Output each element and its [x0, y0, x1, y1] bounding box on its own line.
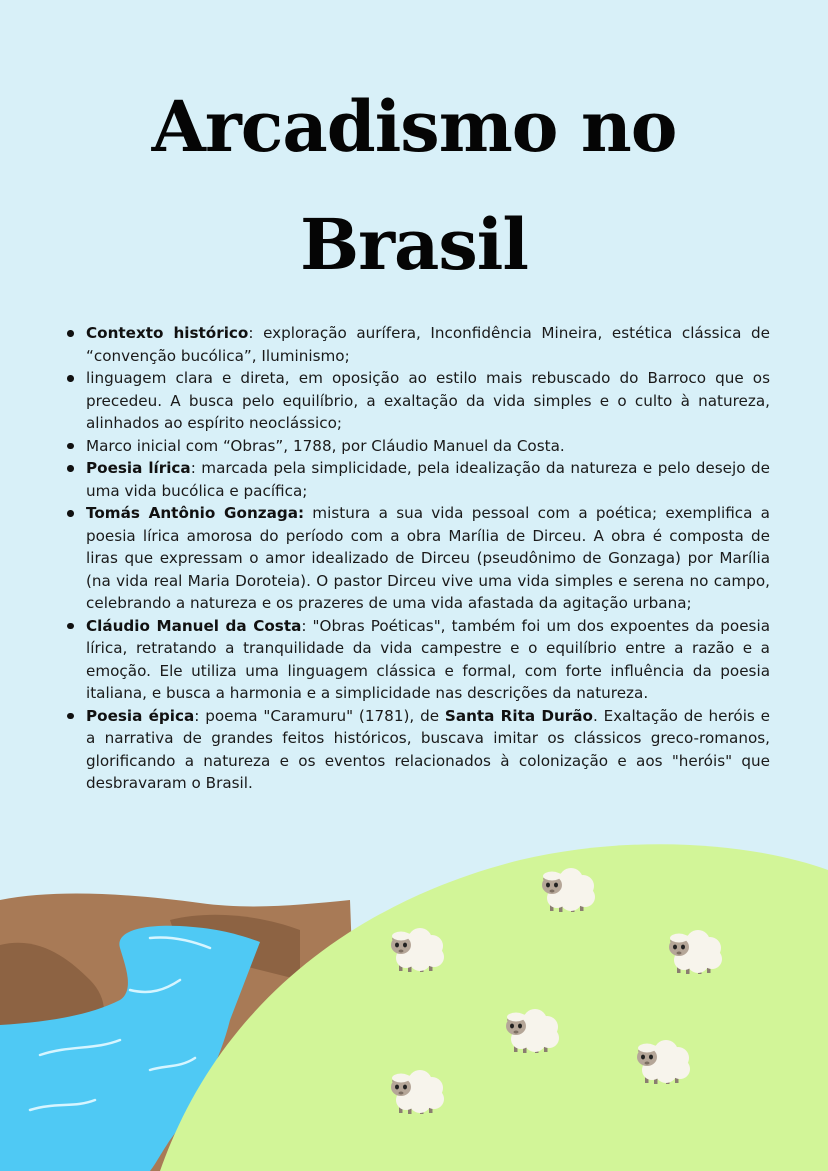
title-line-1: Arcadismo no — [151, 85, 677, 168]
list-item-milestone — [86, 435, 770, 458]
list-item-claudio — [86, 615, 770, 705]
item-text: : exploração aurífera, Inconfidência Mineira, estética clássica de “convenção bucólica”, Iluminismo; — [86, 324, 770, 365]
list-item-epic-poetry — [86, 705, 770, 795]
item-text: mistura a sua vida pessoal com a poética; exemplifica a poesia lírica amorosa do período com a obra Marília de Dirceu. A obra é composta de liras que expressam o amor idealizado de Dirceu (pseudônimo de Gonzaga) por Marília (na vida real Maria Doroteia). O pastor Dirceu vive uma vida simples e serena no campo, celebrando a natureza e os prazeres de uma vida afastada da agitação urbana; — [86, 504, 770, 612]
title-line-2: Brasil — [300, 203, 528, 286]
item-text: linguagem clara e direta, em oposição ao estilo mais rebuscado do Barroco que os precedeu. A busca pelo equilíbrio, a exaltação da vida simples e o culto à natureza, alinhados ao espírito neoclássico; — [86, 369, 770, 432]
list-item-language — [86, 367, 770, 435]
list-item-context — [86, 322, 770, 367]
list-item-gonzaga — [86, 502, 770, 615]
item-text: Marco inicial com “Obras”, 1788, por Cláudio Manuel da Costa. — [86, 436, 565, 455]
item-heading: Poesia lírica — [86, 459, 191, 477]
item-text: : poema "Caramuru" (1781), de — [194, 706, 445, 725]
landscape-illustration — [0, 840, 828, 1171]
item-heading: Tomás Antônio Gonzaga: — [86, 504, 305, 522]
item-text-continued: . Exaltação de heróis e a narrativa de grandes feitos históricos, buscava imitar os clássicos greco-romanos, glorificando a natureza e os eventos relacionados à colonização e aos "heróis" que desbravaram o Brasil. — [86, 706, 770, 792]
item-heading: Cláudio Manuel da Costa — [86, 616, 302, 635]
topic-list — [86, 322, 770, 795]
page-title — [0, 68, 828, 304]
list-item-lyric-poetry — [86, 457, 770, 502]
item-heading: Contexto histórico — [86, 324, 249, 342]
hill-icon — [160, 844, 828, 1171]
item-text: : marcada pela simplicidade, pela idealização da natureza e pelo desejo de uma vida bucólica e pacífica; — [86, 459, 770, 500]
item-text: : "Obras Poéticas", também foi um dos expoentes da poesia lírica, retratando a tranquilidade da vida campestre e o equilíbrio entre a razão e a emoção. Ele utiliza uma linguagem clássica e formal, com forte influência da poesia italiana, e busca a harmonia e a simplicidade nas descrições da natureza. — [86, 616, 770, 702]
item-heading: Poesia épica — [86, 706, 195, 725]
item-heading-author: Santa Rita Durão — [444, 706, 593, 725]
